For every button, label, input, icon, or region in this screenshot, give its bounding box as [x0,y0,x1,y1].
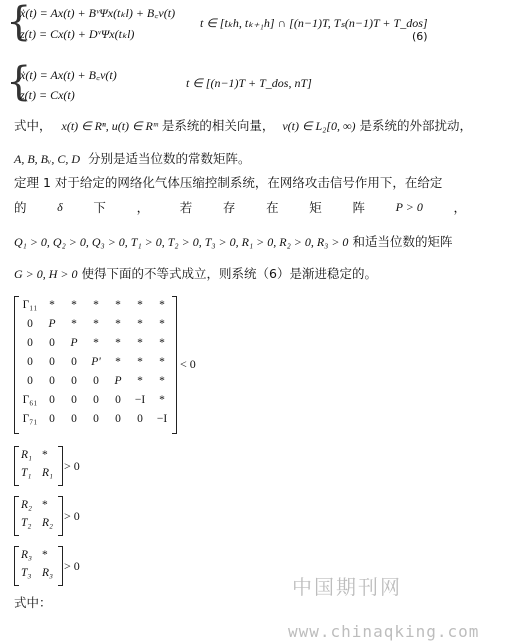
matrix-cell-r5-c6: * [137,375,143,387]
thm-line3-math: Q₁ > 0, Q₂ > 0, Q₃ > 0, T₁ > 0, T₂ > 0, T₃ > 0, R₁ > 0, R₂ > 0, R₃ > 0 [14,235,349,249]
left-brace-system2: { [6,59,32,105]
matrix-cell-r6-c7: * [159,394,165,406]
thm-line4-math: G > 0, H > 0 [14,267,78,281]
matrix-cell-r2-c7: * [159,318,165,330]
p2-math: A, B, Bᵥ, C, D [14,152,81,166]
thm-word-11: ， [453,200,466,215]
left-brace-system1: { [6,0,32,45]
thm-word-9: 阵 [352,200,365,215]
small-matrix-1-cell-r1-c1: R₁ [21,449,33,461]
thm-word-5: 若 [179,200,193,215]
small-matrix-3-right-bracket [58,546,63,586]
trailing-text: 式中： [14,595,52,610]
watermark-url: www.chinaqking.com [288,622,480,641]
thm-word-3: 下 [93,200,106,215]
equation-number: (6) [412,30,428,43]
small-matrix-3-cell-r1-c1: R₃ [21,549,33,561]
matrix-cell-r2-c5: * [115,318,121,330]
matrix-cell-r4-c3: 0 [71,356,77,368]
matrix-cell-r7-c4: 0 [93,413,99,425]
matrix-cell-r6-c5: 0 [115,394,121,406]
matrix-cell-r5-c4: 0 [93,375,99,387]
small-matrix-2-cell-r1-c2: * [42,499,48,511]
matrix-cell-r2-c6: * [137,318,143,330]
matrix-cell-r2-c1: 0 [27,318,33,330]
matrix-cell-r7-c3: 0 [71,413,77,425]
p1-mid: 是系统的相关向量， [161,118,275,133]
lmi-matrix [18,298,174,432]
thm-word-P: P > 0 [395,200,423,214]
matrix-cell-r5-c1: 0 [27,375,33,387]
matrix-cell-r6-c3: 0 [71,394,77,406]
watermark-chinese: 中国期刊网 [292,575,402,599]
matrix-cell-r3-c6: * [137,337,143,349]
matrix-cell-r3-c7: * [159,337,165,349]
small-matrix-3 [14,546,68,586]
small-matrix-3-relation: > 0 [64,559,80,573]
matrix-cell-r7-c1: Γ₇₁ [22,413,38,425]
thm-word-4: ， [136,200,150,215]
system2-equation-1: ẋ(t) = Ax(t) + B꜀v(t) [20,68,117,82]
matrix-relation: < 0 [180,357,196,371]
small-matrix-2-relation: > 0 [64,509,80,523]
small-matrix-1-left-bracket [14,446,19,486]
p1-suffix: 是系统的外部扰动， [359,118,473,133]
theorem-line-1: 定理 1 对于给定的网络化气体压缩控制系统，在网络攻击信号作用下，在给定 [14,175,443,190]
matrix-cell-r3-c4: * [93,337,99,349]
matrix-cell-r1-c2: * [49,299,55,311]
paragraph-matrices [14,150,251,168]
small-matrix-2-cell-r1-c1: R₂ [21,499,33,511]
system2-equation-2: z(t) = Cx(t) [20,88,75,102]
small-matrix-1-cell-r1-c2: * [42,449,48,461]
paragraph-variables [14,117,472,135]
matrix-cell-r2-c3: * [71,318,77,330]
system1-domain: t ∈ [tₖh, tₖ₊₁h] ∩ [(n−1)T, Tₛ(n−1)T + T_dos] [200,16,428,30]
matrix-cell-r1-c6: * [137,299,143,311]
small-matrix-3-cell-r1-c2: * [42,549,48,561]
theorem-line-2 [14,200,466,216]
p1-math-2: v(t) ∈ L₂[0, ∞) [282,119,356,133]
matrix-cell-r1-c4: * [93,299,99,311]
matrix-cell-r1-c1: Γ₁₁ [22,299,38,311]
matrix-cell-r1-c7: * [159,299,165,311]
theorem-line-3 [14,233,452,251]
thm-word-1: 的 [14,200,27,215]
matrix-cell-r7-c6: 0 [137,413,143,425]
small-matrix-1-relation: > 0 [64,459,80,473]
small-matrix-2-cell-r2-c1: T₂ [21,517,32,529]
matrix-cell-r7-c7: −I [156,413,168,425]
matrix-cell-r3-c1: 0 [27,337,33,349]
small-matrix-2 [14,496,68,536]
matrix-cell-r4-c6: * [137,356,143,368]
thm-line4-text: 使得下面的不等式成立，则系统（6）是渐进稳定的。 [81,266,377,281]
matrix-cell-r6-c6: −I [134,394,146,406]
matrix-cell-r4-c1: 0 [27,356,33,368]
matrix-cell-r2-c4: * [93,318,99,330]
matrix-cell-r2-c2: P [48,318,56,330]
p1-prefix: 式中， [14,118,52,133]
system1-equation-1: ẋ(t) = Ax(t) + BᵛΨx(tₖl) + B꜀v(t) [20,6,176,20]
matrix-cell-r7-c2: 0 [49,413,55,425]
small-matrix-3-left-bracket [14,546,19,586]
small-matrix-1 [14,446,68,486]
matrix-cell-r6-c1: Γ₆₁ [22,394,38,406]
matrix-cell-r7-c5: 0 [115,413,121,425]
small-matrix-3-cell-r2-c2: R₃ [42,567,54,579]
matrix-cell-r6-c2: 0 [49,394,55,406]
matrix-cell-r3-c2: 0 [49,337,55,349]
system1-equation-2: z(t) = Cx(t) + DᵛΨx(tₖl) [20,27,135,41]
small-matrix-3-cell-r2-c1: T₃ [21,567,32,579]
small-matrix-2-left-bracket [14,496,19,536]
system2-domain: t ∈ [(n−1)T + T_dos, nT] [186,76,312,90]
matrix-cell-r4-c4: P' [91,356,101,368]
small-matrix-1-cell-r2-c2: R₁ [42,467,54,479]
matrix-cell-r5-c7: * [159,375,165,387]
small-matrix-1-right-bracket [58,446,63,486]
p2-text: 分别是适当位数的常数矩阵。 [88,151,251,166]
matrix-cell-r5-c5: P [114,375,122,387]
matrix-cell-r4-c2: 0 [49,356,55,368]
matrix-cell-r6-c4: 0 [93,394,99,406]
small-matrix-1-cell-r2-c1: T₁ [21,467,32,479]
p1-math-1: x(t) ∈ Rⁿ, u(t) ∈ Rᵐ [61,119,158,133]
thm-word-7: 在 [266,200,279,215]
matrix-cell-r5-c2: 0 [49,375,55,387]
matrix-cell-r4-c5: * [115,356,121,368]
matrix-cell-r1-c3: * [71,299,77,311]
small-matrix-2-right-bracket [58,496,63,536]
matrix-cell-r4-c7: * [159,356,165,368]
matrix-cell-r3-c3: P [70,337,78,349]
matrix-cell-r1-c5: * [115,299,121,311]
thm-line3-text: 和适当位数的矩阵 [352,234,453,249]
small-matrix-2-cell-r2-c2: R₂ [42,517,54,529]
matrix-cell-r3-c5: * [115,337,121,349]
matrix-cell-r5-c3: 0 [71,375,77,387]
theorem-line-4 [14,265,377,283]
thm-word-delta: δ [57,200,63,214]
thm-word-6: 存 [222,200,236,215]
thm-word-8: 矩 [309,200,322,215]
